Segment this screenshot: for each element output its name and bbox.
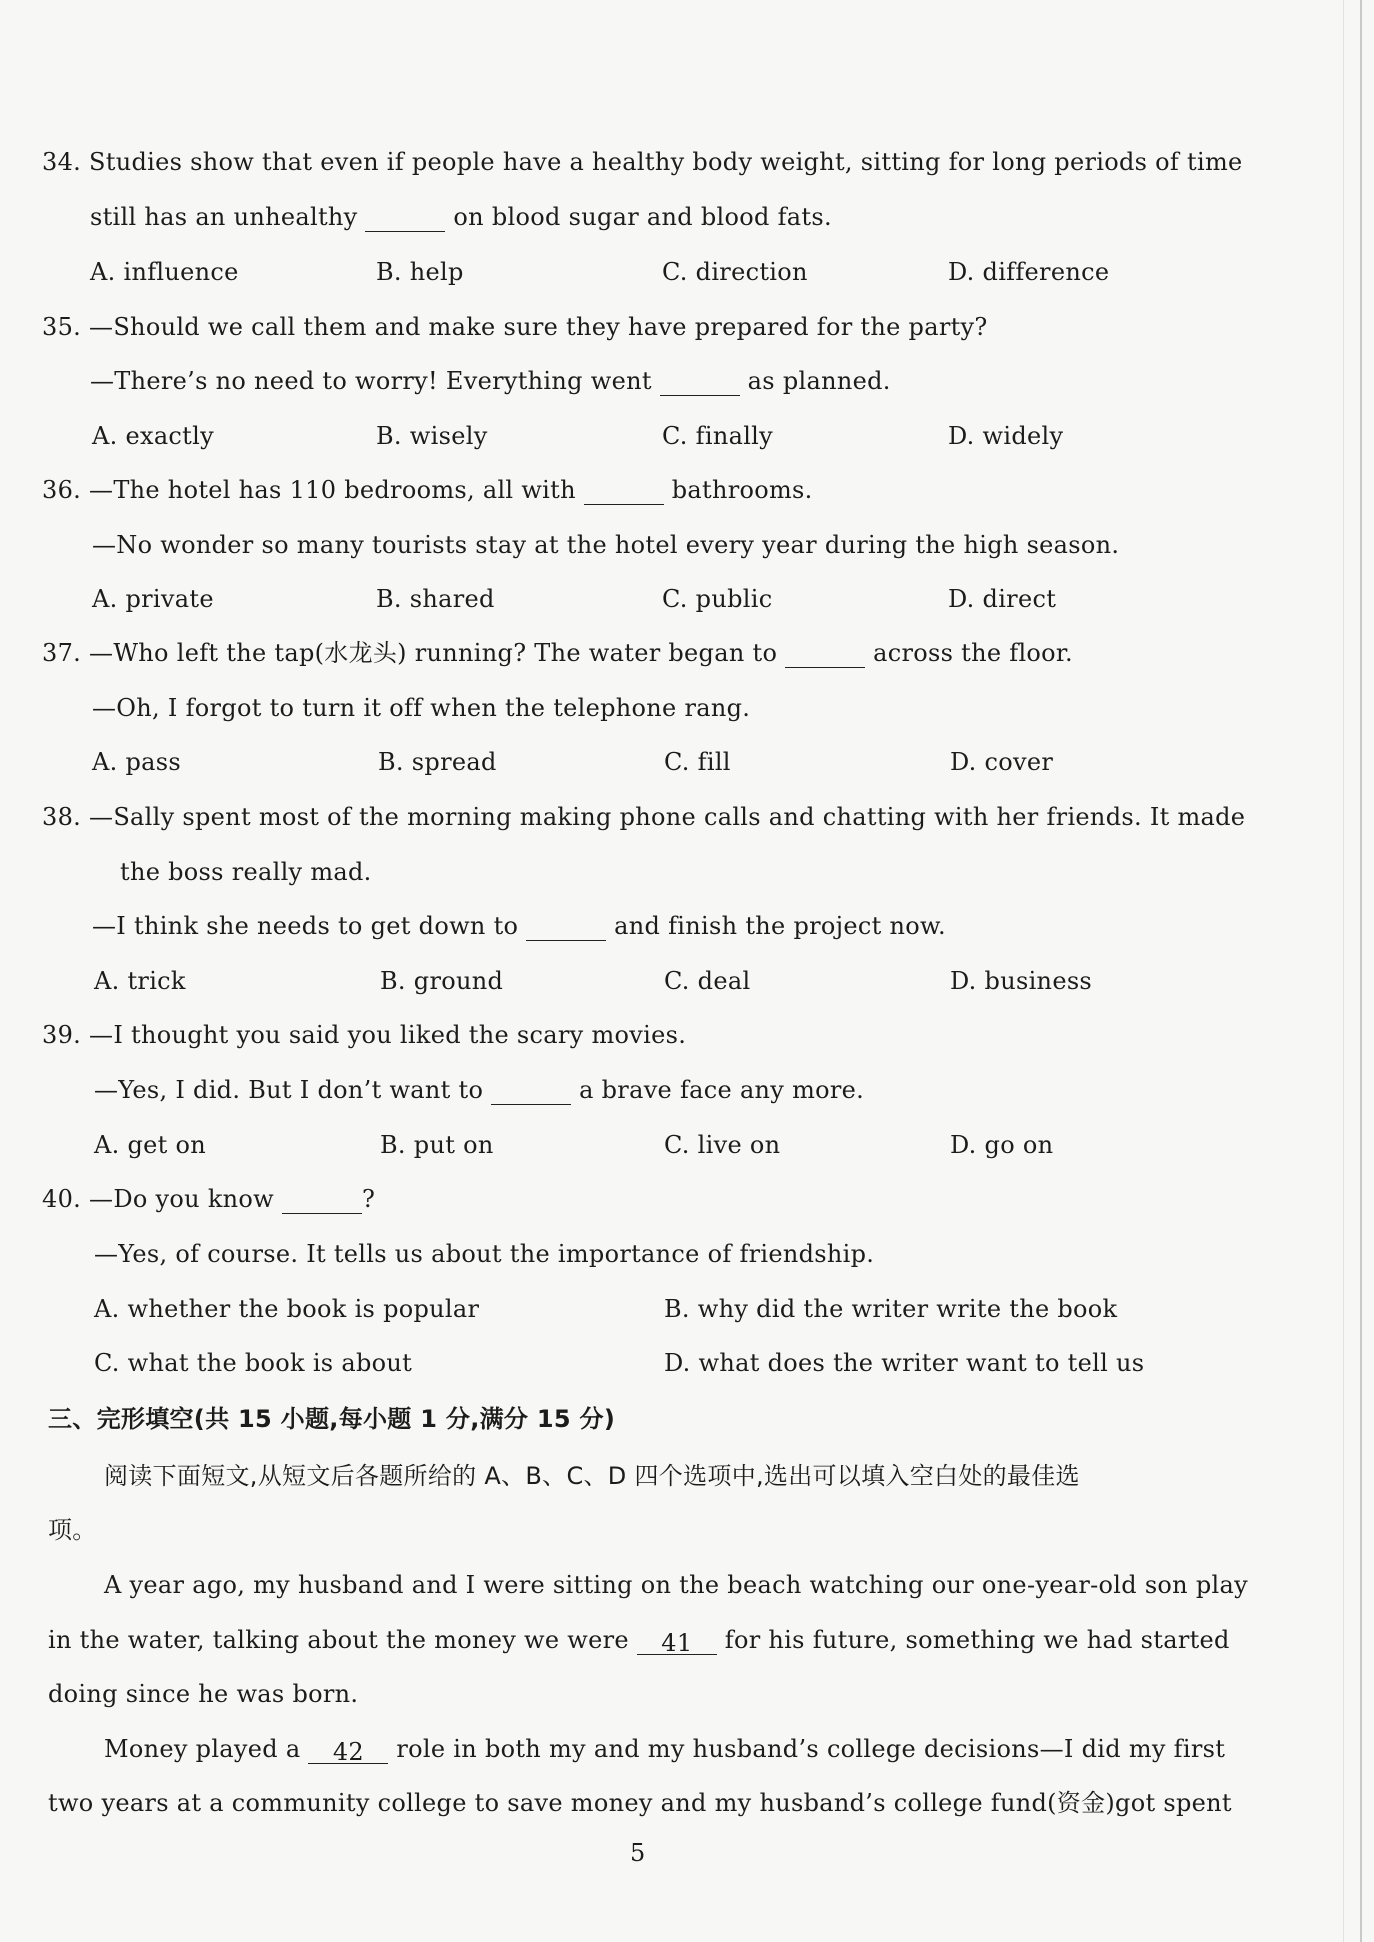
option-a[interactable]: A. get on: [94, 1131, 207, 1159]
option-a[interactable]: A. trick: [94, 967, 186, 995]
section-instruction-cont: 项。: [48, 1516, 97, 1544]
section-heading: 三、完形填空(共 15 小题,每小题 1 分,满分 15 分): [48, 1405, 616, 1433]
option-b[interactable]: B. why did the writer write the book: [664, 1295, 1118, 1323]
answer-blank[interactable]: [526, 914, 606, 941]
option-d[interactable]: D. cover: [950, 748, 1054, 776]
option-c[interactable]: C. live on: [664, 1131, 781, 1159]
answer-blank[interactable]: [584, 478, 664, 505]
option-a[interactable]: A. exactly: [92, 422, 214, 450]
option-d[interactable]: D. difference: [948, 258, 1110, 286]
section-instruction: 阅读下面短文,从短文后各题所给的 A、B、C、D 四个选项中,选出可以填入空白处的最佳选: [104, 1462, 1080, 1490]
option-c[interactable]: C. deal: [664, 967, 751, 995]
question-40-line2: —Yes, of course. It tells us about the importance of friendship.: [94, 1240, 875, 1268]
option-b[interactable]: B. ground: [380, 967, 504, 995]
answer-blank[interactable]: [491, 1078, 571, 1105]
option-b[interactable]: B. help: [376, 258, 464, 286]
option-c[interactable]: C. direction: [662, 258, 808, 286]
blank-41[interactable]: 41: [637, 1628, 717, 1655]
option-c[interactable]: C. public: [662, 585, 773, 613]
question-40-line1: 40. —Do you know ?: [42, 1185, 376, 1213]
question-38-line1-cont: the boss really mad.: [120, 858, 372, 886]
option-b[interactable]: B. wisely: [376, 422, 488, 450]
question-37-line1: 37. —Who left the tap(水龙头) running? The water began to across the floor.: [42, 639, 1073, 667]
question-39-line1: 39. —I thought you said you liked the scary movies.: [42, 1021, 687, 1049]
option-a[interactable]: A. influence: [90, 258, 239, 286]
option-a[interactable]: A. private: [92, 585, 214, 613]
passage-line: doing since he was born.: [48, 1680, 359, 1708]
option-d[interactable]: D. direct: [948, 585, 1057, 613]
option-d[interactable]: D. business: [950, 967, 1093, 995]
question-34-line1: [42, 147, 1243, 177]
option-a[interactable]: A. whether the book is popular: [94, 1295, 480, 1323]
answer-blank[interactable]: [660, 369, 740, 396]
question-39-line2: —Yes, I did. But I don’t want to a brave face any more.: [94, 1076, 865, 1104]
question-38-line2: —I think she needs to get down to and finish the project now.: [92, 912, 946, 940]
question-number: 34.: [42, 148, 82, 176]
question-36-line1: 36. —The hotel has 110 bedrooms, all with bathrooms.: [42, 476, 813, 504]
passage-line: A year ago, my husband and I were sitting on the beach watching our one-year-old son play: [104, 1571, 1248, 1599]
question-34-line2: still has an unhealthy on blood sugar and blood fats.: [90, 203, 832, 231]
answer-blank[interactable]: [365, 205, 445, 232]
question-38-line1: 38. —Sally spent most of the morning making phone calls and chatting with her friends. It made: [42, 803, 1246, 831]
answer-blank[interactable]: [785, 641, 865, 668]
page-number: 5: [630, 1839, 646, 1867]
question-text: Studies show that even if people have a healthy body weight, sitting for long periods of time: [89, 148, 1243, 176]
option-d[interactable]: D. what does the writer want to tell us: [664, 1349, 1145, 1377]
option-d[interactable]: D. widely: [948, 422, 1064, 450]
question-35-line2: —There’s no need to worry! Everything went as planned.: [90, 367, 891, 395]
answer-blank[interactable]: [282, 1187, 362, 1214]
option-b[interactable]: B. put on: [380, 1131, 494, 1159]
blank-42[interactable]: 42: [308, 1737, 388, 1764]
question-37-line2: —Oh, I forgot to turn it off when the telephone rang.: [92, 694, 751, 722]
option-b[interactable]: B. spread: [378, 748, 497, 776]
option-c[interactable]: C. what the book is about: [94, 1349, 413, 1377]
question-35-line1: 35. —Should we call them and make sure they have prepared for the party?: [42, 313, 988, 341]
option-c[interactable]: C. finally: [662, 422, 773, 450]
passage-line: two years at a community college to save money and my husband’s college fund(资金)got spent: [48, 1789, 1232, 1817]
option-c[interactable]: C. fill: [664, 748, 731, 776]
option-a[interactable]: A. pass: [92, 748, 181, 776]
passage-line: in the water, talking about the money we were 41 for his future, something we had started: [48, 1626, 1230, 1657]
passage-line: Money played a 42 role in both my and my husband’s college decisions—I did my first: [104, 1735, 1226, 1766]
option-d[interactable]: D. go on: [950, 1131, 1054, 1159]
option-b[interactable]: B. shared: [376, 585, 495, 613]
question-36-line2: —No wonder so many tourists stay at the hotel every year during the high season.: [92, 531, 1120, 559]
